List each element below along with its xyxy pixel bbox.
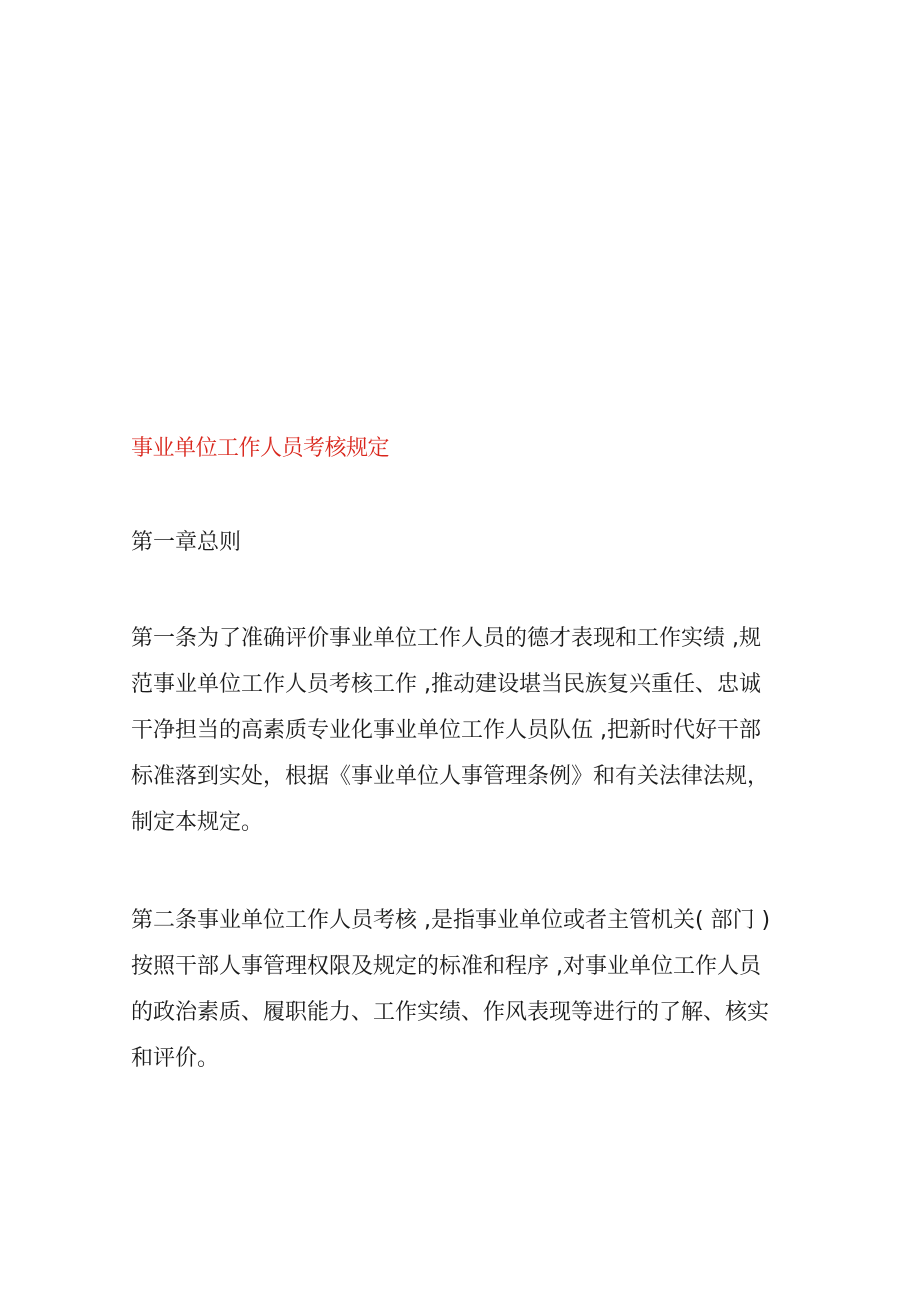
article-2-line: 按照干部人事管理权限及规定的标准和程序 ,对事业单位工作人员 [131, 954, 761, 979]
article-2-line: 第二条事业单位工作人员考核 ,是指事业单位或者主管机关( 部门 ) [131, 908, 771, 933]
document-body [131, 428, 813, 1082]
article-1-line: 第一条为了准确评价事业单位工作人员的德才表现和工作实绩 ,规 [131, 626, 761, 651]
article-1-paragraph [131, 616, 813, 846]
chapter-heading: 第一章总则 [131, 530, 242, 555]
article-1-line: 干净担当的高素质专业化事业单位工作人员队伍 ,把新时代好干部 [131, 718, 761, 743]
article-2-line: 的政治素质、履职能力、工作实绩、作风表现等进行的了解、核实 [131, 1000, 770, 1025]
article-1-line: 标准落到实处，根据《事业单位人事管理条例》和有关法律法规， [131, 764, 770, 789]
article-1-line: 制定本规定。 [131, 810, 264, 835]
document-title: 事业单位工作人员考核规定 [131, 436, 390, 461]
article-2-paragraph [131, 898, 813, 1082]
article-1-line: 范事业单位工作人员考核工作 ,推动建设堪当民族复兴重任、忠诚 [131, 672, 761, 697]
article-2-line: 和评价。 [131, 1046, 220, 1071]
